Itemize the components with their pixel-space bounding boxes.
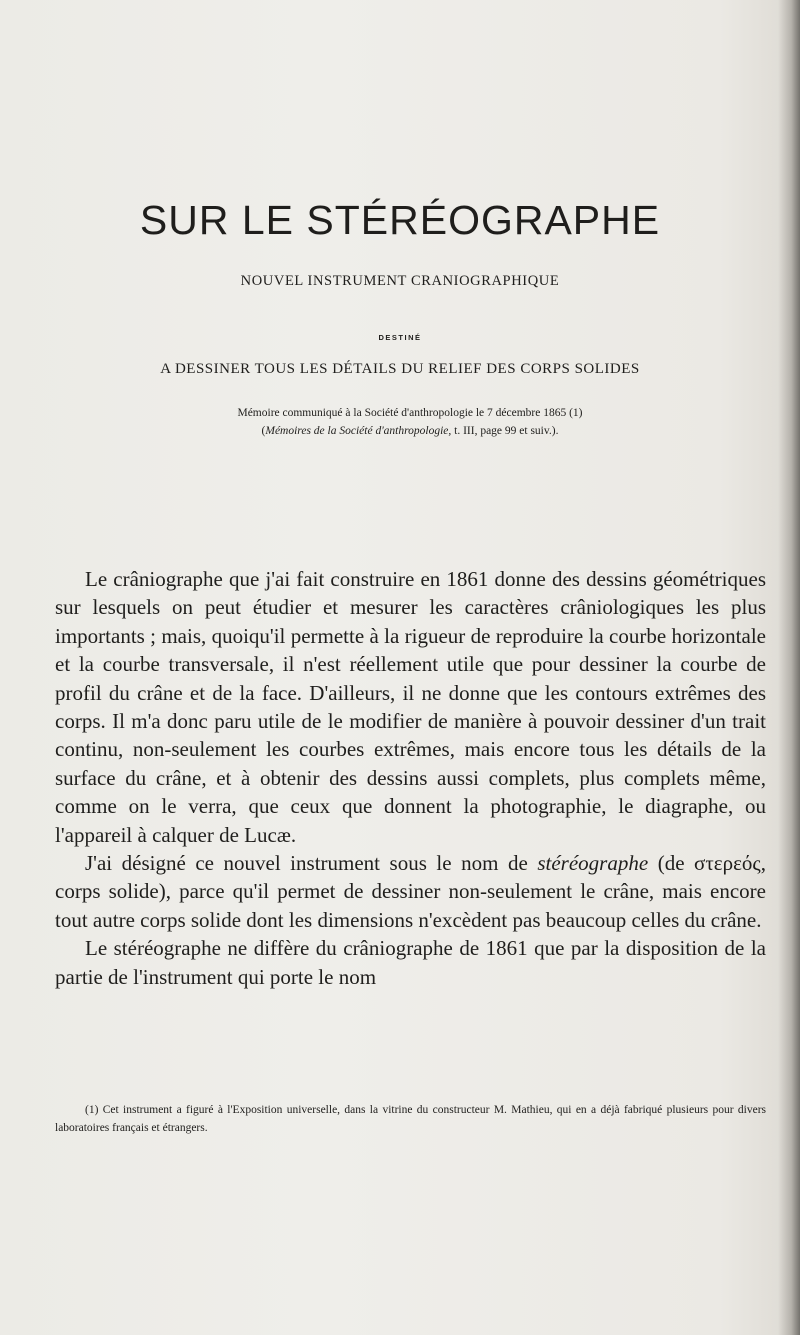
page-title: SUR LE STÉRÉOGRAPHE <box>139 197 661 243</box>
memoire-ref-open: ( <box>261 425 266 437</box>
memoire-line-2 <box>100 422 720 440</box>
memoire-ref-rest: t. III, page 99 et suiv.). <box>451 425 559 437</box>
memoire-ref-italic: Mémoires de la Société d'anthropologie, <box>265 425 452 437</box>
subtitle-purpose: A DESSINER TOUS LES DÉTAILS DU RELIEF DES CORPS SOLIDES <box>160 361 640 377</box>
paragraph-1: Le crâniographe que j'ai fait construire en 1861 donne des dessins géométriques sur lesquels on peut étudier et mesurer les caractères crâniologiques les plus importants ; mais, quoiqu'il permette à la rigueur de reproduire la courbe horizontale et la courbe transversale, il n'est réellement utile que pour dessiner la courbe de profil du crâne et de la face. D'ailleurs, il ne donne que les contours extrêmes des corps. Il m'a donc paru utile de le modifier de manière à pouvoir dessiner d'un trait continu, non-seulement les courbes extrêmes, mais encore tous les détails de la surface du crâne, et à obtenir des dessins aussi complets, plus complets même, comme on le verra, que ceux que donnent la photographie, le diagraphe, ou l'appareil à calquer de Lucæ. <box>55 567 766 847</box>
subtitle-instrument: NOUVEL INSTRUMENT CRANIOGRAPHIQUE <box>240 273 560 289</box>
body-text <box>55 565 766 991</box>
paragraph-2-italic-term: stéréographe <box>537 851 649 876</box>
paragraph-2-start: J'ai désigné ce nouvel instrument sous le nom de <box>85 851 538 876</box>
footnote: (1) Cet instrument a figuré à l'Exposition universelle, dans la vitrine du constructeur M. Mathieu, qui en a déjà fabriqué plusieurs pour divers laboratoires français et étrangers. <box>55 1104 766 1134</box>
page-edge-shadow <box>778 0 800 1335</box>
memoire-reference <box>100 404 720 440</box>
memoire-line-1: Mémoire communiqué à la Société d'anthropologie le 7 décembre 1865 (1) <box>237 407 583 419</box>
paragraph-3: Le stéréographe ne diffère du crâniographe de 1861 que par la disposition de la partie de l'instrument qui porte le nom <box>55 936 766 989</box>
subtitle-destine: DESTINÉ <box>378 333 422 342</box>
paragraph-2 <box>55 849 766 934</box>
paragraph-2-end: (de στερεός, corps solide), parce qu'il permet de dessiner non-seulement le crâne, mais encore tout autre corps solide dont les dimensions n'excèdent pas beaucoup celles du crâne. <box>55 851 766 932</box>
